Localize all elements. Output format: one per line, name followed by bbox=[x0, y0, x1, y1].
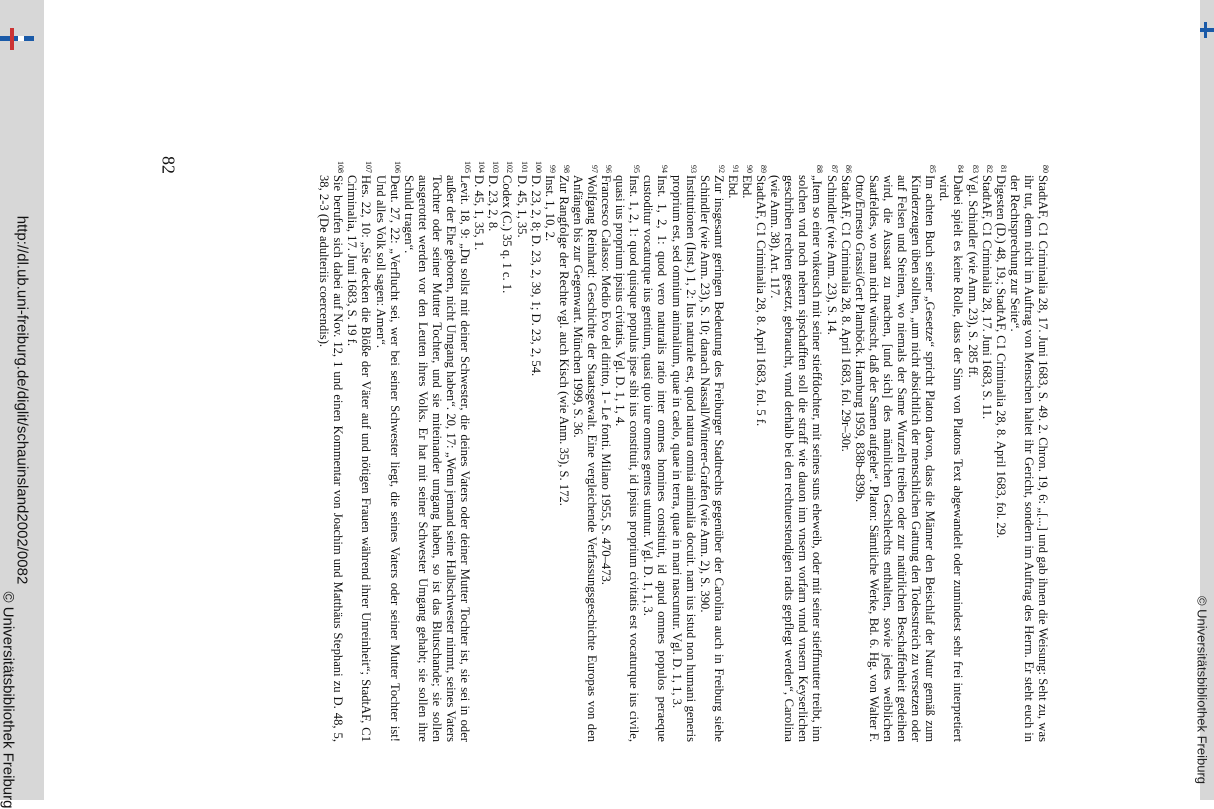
footnote bbox=[853, 162, 938, 742]
footnote bbox=[317, 162, 345, 742]
footnote-text: Wolfgang Reinhard: Geschichte der Staatsgewalt. Eine vergleichende Verfassungsgeschichte Europas von den Anfängen bis zur Gegenwart. München 1999, S. 36. bbox=[570, 175, 599, 742]
footnote-text: „Item so einer vnkeusch mit seiner stieffdochter, mit seines suns eheweib, oder mit seiner stieffmutter treibt, inn solchen vnd noch nehern sipschafften soll die straff wie dauon inn vnsern vorfarn vnnd vnsern Keyserlichen geschriben rechten gesetzt, gebraucht, vnnd derhalb bei den rechtuerstendigen radts gepflegt werden“, Carolina (wie Anm. 38), Art. 117. bbox=[768, 175, 825, 742]
footnote-text: Hes. 22, 10: „Sie decken die Blöße der Väter auf und nötigen Frauen während ihrer Unreinheit“; StadtAF, C1 Criminalia, 17. Juni 1683, S. 19 f. bbox=[345, 175, 374, 742]
footnote-number: 105 bbox=[463, 161, 473, 173]
footnote-number: 82 bbox=[984, 165, 994, 173]
footnote-number: 104 bbox=[477, 161, 487, 173]
footnote bbox=[825, 162, 839, 742]
library-logo-icon-right bbox=[1200, 22, 1214, 38]
footnote-number: 90 bbox=[745, 165, 755, 173]
footnote-number: 96 bbox=[604, 165, 614, 173]
footnote bbox=[726, 162, 740, 742]
footnote-text: Vgl. Schindler (wie Anm. 23), S. 285 ff. bbox=[965, 175, 980, 378]
footnote-text: StadtAF, C1 Criminalia 28, 17. Juni 1683, S. 49. 2. Chron. 19, 6: „[...] und gab ihnen die Weisung: Seht zu, was ihr tut, denn nicht im Auftrag von Menschen haltet ihr Gericht, sondern im Auftrag des Herrn. Er steht euch in der Rechtsprechung zur Seite“. bbox=[1007, 175, 1050, 742]
footnote-text: Inst. 1, 2, 1: quod vero naturalis ratio inter omnes homines constituit, id apud omnes populos peraeque custoditur vocaturque ius gentium, quasi quo iure omnes gentes utuntur. Vgl. D. 1, 1, 3. bbox=[641, 175, 670, 742]
footnote-text: Zur Rangfolge der Rechte vgl. auch Kisch (wie Anm. 35), S. 172. bbox=[556, 175, 571, 506]
footnote-text: Schindler (wie Anm. 23), S. 14. bbox=[824, 175, 839, 335]
footnote-text: StadtAF, C1 Criminalia 28, 17. Juni 1683, S. 11. bbox=[979, 175, 994, 420]
footnote bbox=[374, 162, 402, 742]
source-url[interactable]: http://dl.ub.uni-freiburg.de/diglit/schauinsland2002/0082 bbox=[13, 215, 31, 585]
footnote bbox=[571, 162, 599, 742]
footnote bbox=[529, 162, 543, 742]
footnote-number: 86 bbox=[843, 165, 853, 173]
footnote-number: 83 bbox=[970, 165, 980, 173]
footnote-number: 99 bbox=[547, 165, 557, 173]
footnote-number: 88 bbox=[815, 165, 825, 173]
footnote-text: Institutionen (Inst.) 1, 2: Ius naturale est, quod natura omnia animalia docuit. nam ius istud non humani generis proprium est, sed omnium animalium, quae in caelo, quae in terra, quae in mari nascuntur. Vgl. D. 1, 1, 3. bbox=[669, 175, 698, 742]
footnote bbox=[937, 162, 965, 742]
footnote-text: Levit. 18, 9: „Du sollst mit deiner Schwester, die deines Vaters oder deiner Mutter Tochter ist, sie sei in oder außer der Ehe geboren, nicht Umgang haben“. 20, 17: „Wenn jemand seine Halbschwester nimmt, seines Vaters Tochter oder seiner Mutter Tochter, und sie miteinander umgang haben, so ist das Blutschande; sie sollen ausgerottet werden vor den Leuten ihres Volks. Er hat mit seiner Schwester Umgang gehabt; sie sollen ihre Schuld tragen“. bbox=[401, 175, 473, 742]
footnote bbox=[641, 162, 669, 742]
footnote-text: Deut. 27, 22: „Verflucht sei, wer bei seiner Schwester liegt, die seines Vaters oder seiner Mutter Tochter ist! Und alles Volk soll sagen: Amen“. bbox=[373, 175, 402, 742]
footnote-number: 97 bbox=[590, 165, 599, 173]
footnote-number: 98 bbox=[561, 165, 571, 173]
footnote-text: Francesco Calasso: Medio Evo del diritto, 1 - Le fonti. Milano 1955, S. 470–473. bbox=[599, 175, 614, 585]
footnote-number: 100 bbox=[533, 161, 543, 173]
footnote bbox=[768, 162, 824, 742]
footnote-number: 87 bbox=[829, 165, 839, 173]
library-logo-icon bbox=[0, 28, 34, 42]
footnote-number: 92 bbox=[716, 165, 726, 173]
footnote-text: Ebd. bbox=[740, 175, 755, 199]
right-copyright-partial: © Universitätsbibliothek Freiburg bbox=[1194, 595, 1210, 785]
footnote bbox=[1008, 162, 1050, 742]
left-viewer-margin bbox=[0, 0, 44, 809]
copyright-notice: © Universitätsbibliothek Freiburg bbox=[0, 591, 17, 809]
footnote-list bbox=[317, 162, 1050, 742]
footnote-text: StadtAF, C1 Criminalia 28, 8. April 1683, fol. 5 f. bbox=[754, 175, 769, 427]
footnote bbox=[402, 162, 472, 742]
footnote bbox=[754, 162, 768, 742]
footnote-number: 95 bbox=[632, 165, 642, 173]
footnote-text: Im achten Buch seiner „Gesetze“ spricht Platon davon, dass die Männer den Beischlaf der Natur gemäß zum Kinderzeugen üben sollten, „um nicht absichtlich der menschlichen Gattung den Todesstreich zu versetzen oder auf Felsen und Steinen, wo niemals der Same Wurzeln treiben oder zur natürlichen Beschaffenheit gedeihen wird, die Aussaat zu machen, [und sich] des männlichen Geschlechts enthalten, sowie jedes weiblichen Saatfeldes, wo man nicht wünscht, daß der Samen aufgehe“. Platon: Sämtliche Werke, Bd. 6. Hg. von Walter F. Otto/Ernesto Grassi/Gert Plamböck. Hamburg 1959, 838b–839b. bbox=[852, 175, 938, 742]
footnote-number: 85 bbox=[928, 165, 938, 173]
footnote-number: 80 bbox=[1041, 165, 1050, 173]
footnote bbox=[740, 162, 754, 742]
footnote bbox=[500, 162, 514, 742]
footnote-number: 106 bbox=[392, 161, 402, 173]
footnote-number: 102 bbox=[505, 161, 515, 173]
footnote-text: Zur insgesamt geringen Bedeutung des Freiburger Stadtrechts gegenüber der Carolina auch in Freiburg siehe Schindler (wie Anm. 23), S. 10; danach Nassall/Winterer-Grafen (wie Anm. 2), S. 390. bbox=[697, 175, 726, 742]
footnote-text: D. 23, 2, 8; D. 23, 2, 39, 1; D. 23, 2, 54. bbox=[528, 175, 543, 377]
footnote-text: Inst. 1, 10, 2. bbox=[542, 175, 557, 242]
footnote-number: 81 bbox=[998, 165, 1008, 173]
footnote bbox=[613, 162, 641, 742]
footnote-text: Codex (C.) 35 q. 1 c. 1. bbox=[500, 175, 515, 294]
footnote-text: Dabei spielt es keine Rolle, dass der Sinn von Platons Text abgewandelt oder zumindest sehr frei interpretiert wird. bbox=[937, 175, 966, 742]
footnote bbox=[486, 162, 500, 742]
footnote-text: D. 45, 1, 35, 1. bbox=[472, 175, 487, 251]
footnote-text: Sie berufen sich dabei auf Nov. 12, 1 und einen Kommentar von Joachim und Matthäus Stephani zu D. 48, 5, 38, 2-3 (De adulteriis coercendis). bbox=[317, 175, 346, 742]
footnote-text: Digesten (D.) 48, 19.; StadtAF, C1 Criminalia 28, 8. April 1683, fol. 29. bbox=[993, 175, 1008, 539]
footnote-text: D. 23, 2, 8. bbox=[486, 175, 501, 232]
footnote bbox=[698, 162, 726, 742]
footnote bbox=[472, 162, 486, 742]
footnote bbox=[514, 162, 528, 742]
footnote-number: 101 bbox=[519, 161, 529, 173]
footnote bbox=[557, 162, 571, 742]
footnote-number: 93 bbox=[688, 165, 698, 173]
footnote bbox=[345, 162, 373, 742]
footnote bbox=[839, 162, 853, 742]
footnote-number: 84 bbox=[956, 165, 966, 173]
footnote-text: Inst. 1, 2, 1: quod quisque populus ipse sibi ius constituit, id ipsius proprium civitatis est vocaturque ius civile, quasi ius proprium ipsius civitatis. Vgl. D. 1, 1, 4. bbox=[613, 175, 642, 742]
footnote-number: 91 bbox=[730, 165, 740, 173]
footnote bbox=[980, 162, 994, 742]
footnote bbox=[543, 162, 557, 742]
page-number: 82 bbox=[158, 156, 179, 174]
footnote-text: StadtAF, C1 Criminalia 28, 8. April 1683, fol. 29r–30r. bbox=[838, 175, 853, 452]
footnote bbox=[599, 162, 613, 742]
footnote bbox=[669, 162, 697, 742]
footnote-number: 103 bbox=[491, 161, 501, 173]
footnote-number: 108 bbox=[336, 161, 346, 173]
footnote-text: D. 45, 1, 35. bbox=[514, 175, 529, 238]
footnote-number: 107 bbox=[364, 161, 374, 173]
footnote-text: Ebd. bbox=[725, 175, 740, 199]
footnote bbox=[965, 162, 979, 742]
footnote-number: 94 bbox=[660, 165, 670, 173]
footnote-number: 89 bbox=[759, 165, 769, 173]
footnote bbox=[994, 162, 1008, 742]
